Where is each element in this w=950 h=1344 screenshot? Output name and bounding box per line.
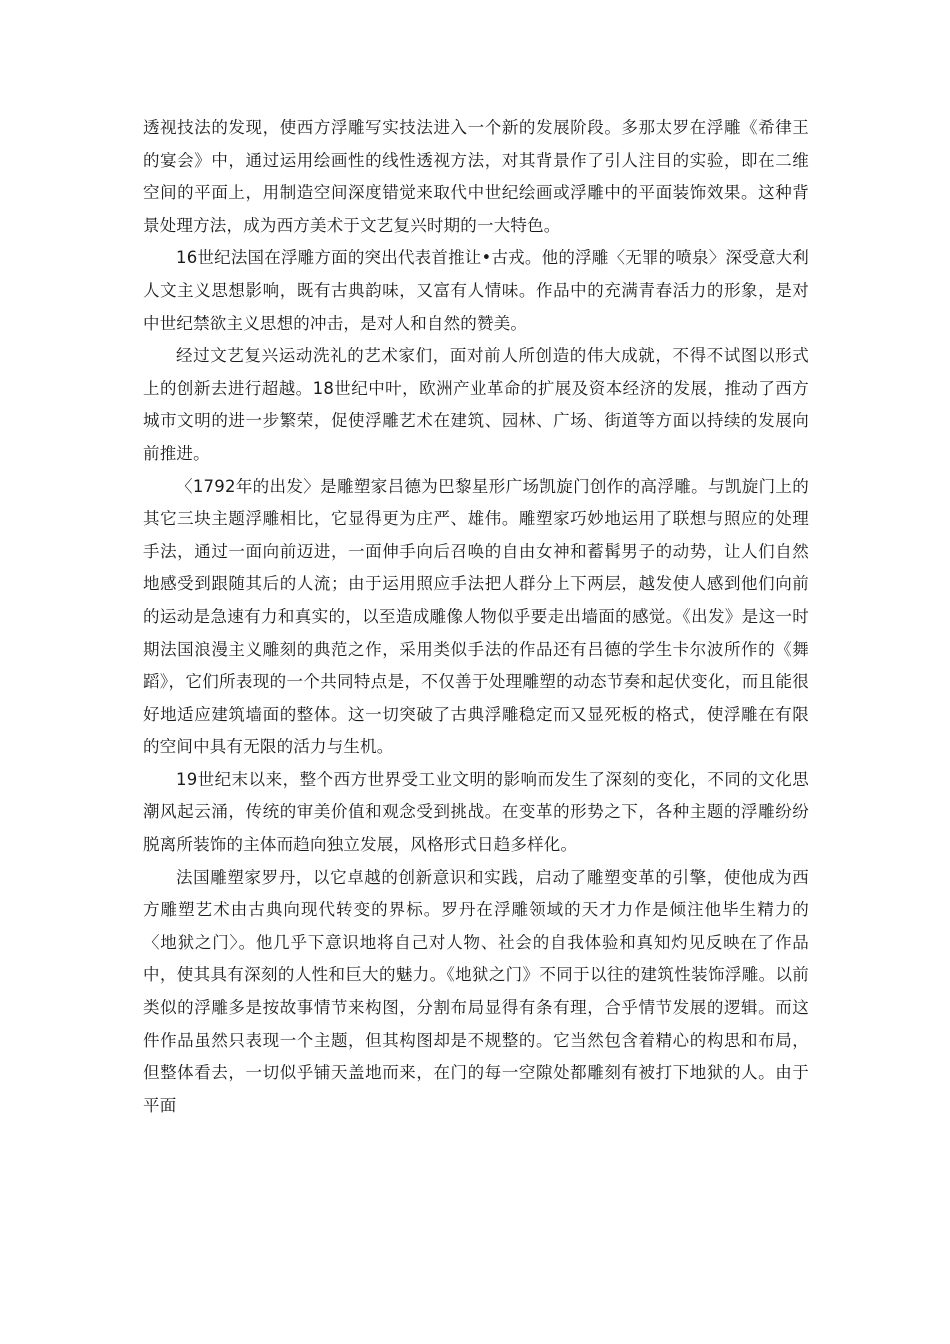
paragraph-rodin: 法国雕塑家罗丹，以它卓越的创新意识和实践，启动了雕塑变革的引擎，使他成为西方雕塑艺术由古典向现代转变的界标。罗丹在浮雕领域的天才力作是倾注他毕生精力的〈地狱之门〉。他几乎下意识地将自己对人物、社会的自我体验和真知灼见反映在了作品中，使其具有深刻的人性和巨大的魅力。《地狱之门》不同于以往的建筑性装饰浮雕。以前类似的浮雕多是按故事情节来构图，分割布局显得有条有理，合乎情节发展的逻辑。而这件作品虽然只表现一个主题，但其构图却是不规整的。它当然包含着精心的构思和布局，但整体看去，一切似乎铺天盖地而来，在门的每一空隙处都雕刻有被打下地狱的人。由于平面 [143, 867, 809, 1115]
paragraph-rude-departure: 〈1792年的出发〉是雕塑家吕德为巴黎星形广场凯旋门创作的高浮雕。与凯旋门上的其它三块主题浮雕相比，它显得更为庄严、雄伟。雕塑家巧妙地运用了联想与照应的处理手法，通过一面向前迈进，一面伸手向后召唤的自由女神和蓄髯男子的动势，让人们自然地感受到跟随其后的人流；由于运用照应手法把人群分上下两层，越发使人感到他们向前的运动是急速有力和真实的，以至造成雕像人物似乎要走出墙面的感觉。《出发》是这一时期法国浪漫主义雕刻的典范之作，采用类似手法的作品还有吕德的学生卡尔波所作的《舞蹈》，它们所表现的一个共同特点是，不仅善于处理雕塑的动态节奏和起伏变化，而且能很好地适应建筑墙面的整体。这一切突破了古典浮雕稳定而又显死板的格式，使浮雕在有限的空间中具有无限的活力与生机。 [143, 476, 809, 757]
paragraph-goujon: 16世纪法国在浮雕方面的突出代表首推让•古戎。他的浮雕〈无罪的喷泉〉深受意大利人文主义思想影响，既有古典韵味，又富有人情味。作品中的充满青春活力的形象，是对中世纪禁欲主义思想的冲击，是对人和自然的赞美。 [143, 248, 809, 333]
paragraph-perspective: 透视技法的发现，使西方浮雕写实技法进入一个新的发展阶段。多那太罗在浮雕《希律王的宴会》中，通过运用绘画性的线性透视方法，对其背景作了引人注目的实验，即在二维空间的平面上，用制造空间深度错觉来取代中世纪绘画或浮雕中的平面装饰效果。这种背景处理方法，成为西方美术于文艺复兴时期的一大特色。 [143, 118, 809, 235]
body-text [143, 112, 809, 1122]
paragraph-19th-century: 19世纪末以来，整个西方世界受工业文明的影响而发生了深刻的变化，不同的文化思潮风起云涌，传统的审美价值和观念受到挑战。在变革的形势之下，各种主题的浮雕纷纷脱离所装饰的主体而趋向独立发展，风格形式日趋多样化。 [143, 769, 809, 855]
paragraph-18th-century: 经过文艺复兴运动洗礼的艺术家们，面对前人所创造的伟大成就，不得不试图以形式上的创新去进行超越。18世纪中叶，欧洲产业革命的扩展及资本经济的发展，推动了西方城市文明的进一步繁荣，促使浮雕艺术在建筑、园林、广场、街道等方面以持续的发展向前推进。 [143, 346, 809, 463]
